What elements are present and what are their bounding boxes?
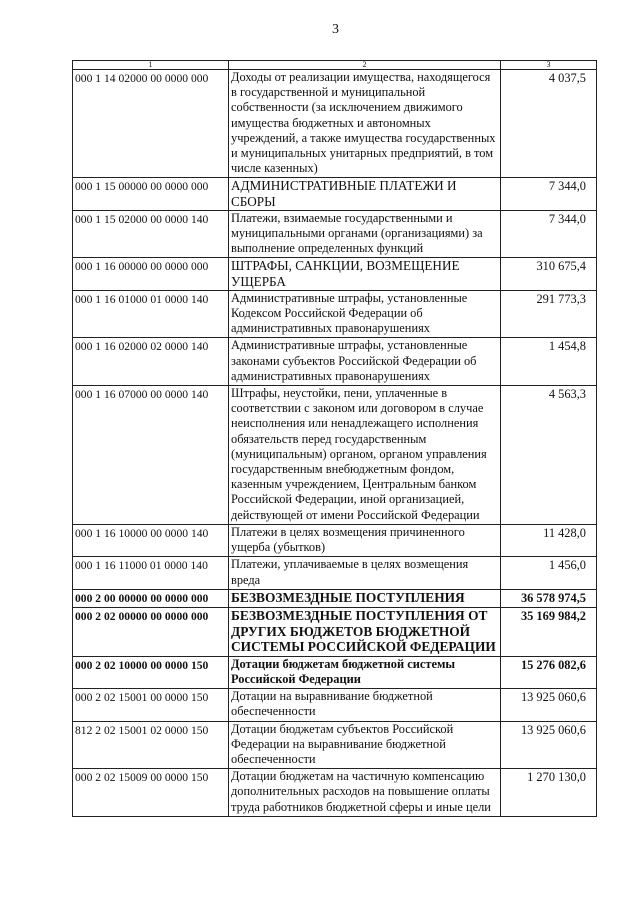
amount-value: 291 773,3 <box>501 290 597 338</box>
budget-code: 000 1 16 11000 01 0000 140 <box>73 557 229 589</box>
page-number: 3 <box>332 22 339 37</box>
income-name: Административные штрафы, установленные законами субъектов Российской Федерации об административных правонарушениях <box>229 338 501 386</box>
income-name: АДМИНИСТРАТИВНЫЕ ПЛАТЕЖИ И СБОРЫ <box>229 178 501 210</box>
amount-value: 7 344,0 <box>501 210 597 258</box>
amount-value: 7 344,0 <box>501 178 597 210</box>
table-row <box>73 290 597 338</box>
income-name: Платежи в целях возмещения причиненного ущерба (убытков) <box>229 524 501 556</box>
income-name: Дотации бюджетам бюджетной системы Российской Федерации <box>229 656 501 688</box>
income-name: Административные штрафы, установленные Кодексом Российской Федерации об административных правонарушениях <box>229 290 501 338</box>
table-row <box>73 386 597 525</box>
income-name: Дотации бюджетам субъектов Российской Федерации на выравнивание бюджетной обеспеченности <box>229 721 501 769</box>
table-row <box>73 589 597 607</box>
amount-value: 11 428,0 <box>501 524 597 556</box>
budget-code: 000 2 02 10000 00 0000 150 <box>73 656 229 688</box>
income-name: Платежи, уплачиваемые в целях возмещения вреда <box>229 557 501 589</box>
amount-value: 4 563,3 <box>501 386 597 525</box>
column-header-amount: 3 <box>501 61 597 70</box>
table-row <box>73 689 597 721</box>
income-name: Платежи, взимаемые государственными и муниципальными органами (организациями) за выполнение определенных функций <box>229 210 501 258</box>
budget-code: 000 2 00 00000 00 0000 000 <box>73 589 229 607</box>
table-row <box>73 656 597 688</box>
budget-code: 000 2 02 15009 00 0000 150 <box>73 769 229 817</box>
table-row <box>73 178 597 210</box>
budget-code: 000 1 14 02000 00 0000 000 <box>73 70 229 178</box>
budget-code: 000 1 16 01000 01 0000 140 <box>73 290 229 338</box>
budget-code: 000 1 16 10000 00 0000 140 <box>73 524 229 556</box>
table-row <box>73 721 597 769</box>
amount-value: 310 675,4 <box>501 258 597 290</box>
amount-value: 15 276 082,6 <box>501 656 597 688</box>
table-row <box>73 258 597 290</box>
income-name: Доходы от реализации имущества, находящегося в государственной и муниципальной собственности (за исключением движимого имущества бюджетных и автономных учреждений, а также имущества государственных и муниципальных унитарных предприятий, в том числе казенных) <box>229 70 501 178</box>
income-name: Штрафы, неустойки, пени, уплаченные в соответствии с законом или договором в случае неисполнения или ненадлежащего исполнения обязательств перед государственным (муниципальным) органом, органом управления государственным внебюджетным фондом, казенным учреждением, Центральным банком Российской Федерации, иной организацией, действующей от имени Российской Федерации <box>229 386 501 525</box>
column-header-code: 1 <box>73 61 229 70</box>
table-row <box>73 557 597 589</box>
amount-value: 35 169 984,2 <box>501 607 597 656</box>
column-number-row <box>73 61 597 70</box>
budget-code: 000 1 15 02000 00 0000 140 <box>73 210 229 258</box>
budget-code: 000 1 16 00000 00 0000 000 <box>73 258 229 290</box>
column-header-name: 2 <box>229 61 501 70</box>
budget-code: 000 2 02 15001 00 0000 150 <box>73 689 229 721</box>
amount-value: 13 925 060,6 <box>501 689 597 721</box>
amount-value: 4 037,5 <box>501 70 597 178</box>
amount-value: 1 454,8 <box>501 338 597 386</box>
budget-code: 000 1 16 02000 02 0000 140 <box>73 338 229 386</box>
table-row <box>73 769 597 817</box>
income-name: БЕЗВОЗМЕЗДНЫЕ ПОСТУПЛЕНИЯ <box>229 589 501 607</box>
budget-code: 000 1 16 07000 00 0000 140 <box>73 386 229 525</box>
budget-code: 812 2 02 15001 02 0000 150 <box>73 721 229 769</box>
amount-value: 36 578 974,5 <box>501 589 597 607</box>
amount-value: 1 456,0 <box>501 557 597 589</box>
amount-value: 13 925 060,6 <box>501 721 597 769</box>
income-name: ШТРАФЫ, САНКЦИИ, ВОЗМЕЩЕНИЕ УЩЕРБА <box>229 258 501 290</box>
table-row <box>73 524 597 556</box>
amount-value: 1 270 130,0 <box>501 769 597 817</box>
table-row <box>73 70 597 178</box>
table-row <box>73 210 597 258</box>
income-name: БЕЗВОЗМЕЗДНЫЕ ПОСТУПЛЕНИЯ ОТ ДРУГИХ БЮДЖЕТОВ БЮДЖЕТНОЙ СИСТЕМЫ РОССИЙСКОЙ ФЕДЕРАЦИИ <box>229 607 501 656</box>
budget-code: 000 2 02 00000 00 0000 000 <box>73 607 229 656</box>
table-row <box>73 338 597 386</box>
budget-revenue-table <box>72 60 597 817</box>
income-name: Дотации бюджетам на частичную компенсацию дополнительных расходов на повышение оплаты труда работников бюджетной сферы и иные цели <box>229 769 501 817</box>
budget-code: 000 1 15 00000 00 0000 000 <box>73 178 229 210</box>
table-row <box>73 607 597 656</box>
income-name: Дотации на выравнивание бюджетной обеспеченности <box>229 689 501 721</box>
